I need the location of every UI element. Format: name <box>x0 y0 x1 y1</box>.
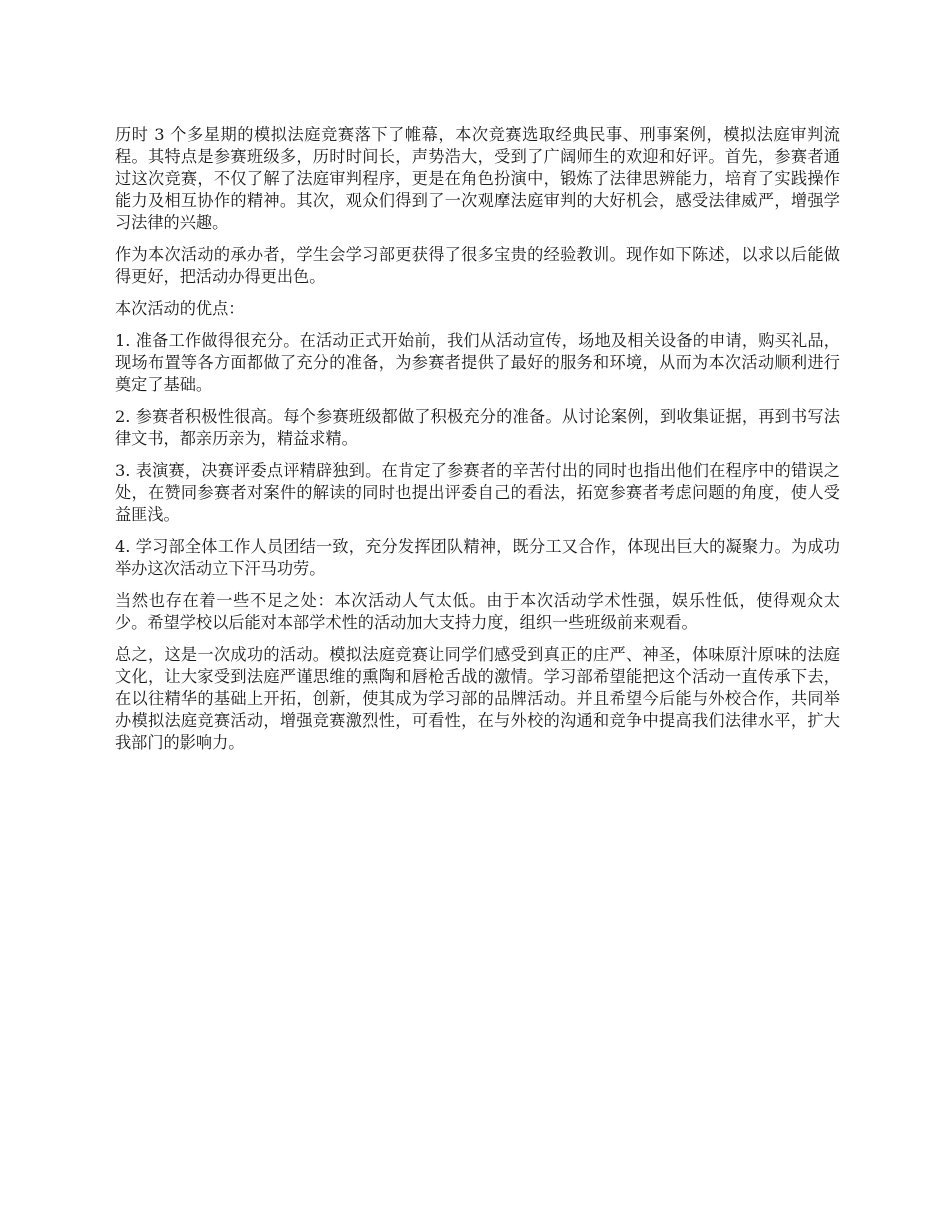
paragraph-shortcomings: 当然也存在着一些不足之处：本次活动人气太低。由于本次活动学术性强，娱乐性低，使得观众太少。希望学校以后能对本部学术性的活动加大支持力度，组织一些班级前来观看。 <box>115 591 840 632</box>
paragraph-organizer: 作为本次活动的承办者，学生会学习部更获得了很多宝贵的经验教训。现作如下陈述，以求以后能做得更好，把活动办得更出色。 <box>115 245 840 286</box>
paragraph-strengths-heading: 本次活动的优点： <box>115 299 245 318</box>
paragraph-strength-1: 1. 准备工作做得很充分。在活动正式开始前，我们从活动宣传，场地及相关设备的申请，购买礼品，现场布置等各方面都做了充分的准备，为参赛者提供了最好的服务和环境，从而为本次活动顺利进行奠定了基础。 <box>115 331 840 394</box>
paragraph-strength-3: 3. 表演赛，决赛评委点评精辟独到。在肯定了参赛者的辛苦付出的同时也指出他们在程序中的错误之处，在赞同参赛者对案件的解读的同时也提出评委自己的看法，拓宽参赛者考虑问题的角度，使人受益匪浅。 <box>115 461 840 524</box>
paragraph-strength-4: 4. 学习部全体工作人员团结一致，充分发挥团队精神，既分工又合作，体现出巨大的凝聚力。为成功举办这次活动立下汗马功劳。 <box>115 537 840 578</box>
paragraph-conclusion: 总之，这是一次成功的活动。模拟法庭竞赛让同学们感受到真正的庄严、神圣，体味原汁原味的法庭文化，让大家受到法庭严谨思维的熏陶和唇枪舌战的激情。学习部希望能把这个活动一直传承下去，在以往精华的基础上开拓，创新，使其成为学习部的品牌活动。并且希望今后能与外校合作，共同举办模拟法庭竞赛活动，增强竞赛激烈性，可看性，在与外校的沟通和竞争中提高我们法律水平，扩大我部门的影响力。 <box>115 645 840 752</box>
document-body <box>115 124 840 764</box>
paragraph-strength-2: 2. 参赛者积极性很高。每个参赛班级都做了积极充分的准备。从讨论案例，到收集证据，再到书写法律文书，都亲历亲为，精益求精。 <box>115 407 840 448</box>
paragraph-intro: 历时 3 个多星期的模拟法庭竞赛落下了帷幕，本次竞赛选取经典民事、刑事案例，模拟法庭审判流程。其特点是参赛班级多，历时时间长，声势浩大，受到了广阔师生的欢迎和好评。首先，参赛者通过这次竞赛，不仅了解了法庭审判程序，更是在角色扮演中，锻炼了法律思辨能力，培育了实践操作能力及相互协作的精神。其次，观众们得到了一次观摩法庭审判的大好机会，感受法律威严，增强学习法律的兴趣。 <box>115 125 840 232</box>
